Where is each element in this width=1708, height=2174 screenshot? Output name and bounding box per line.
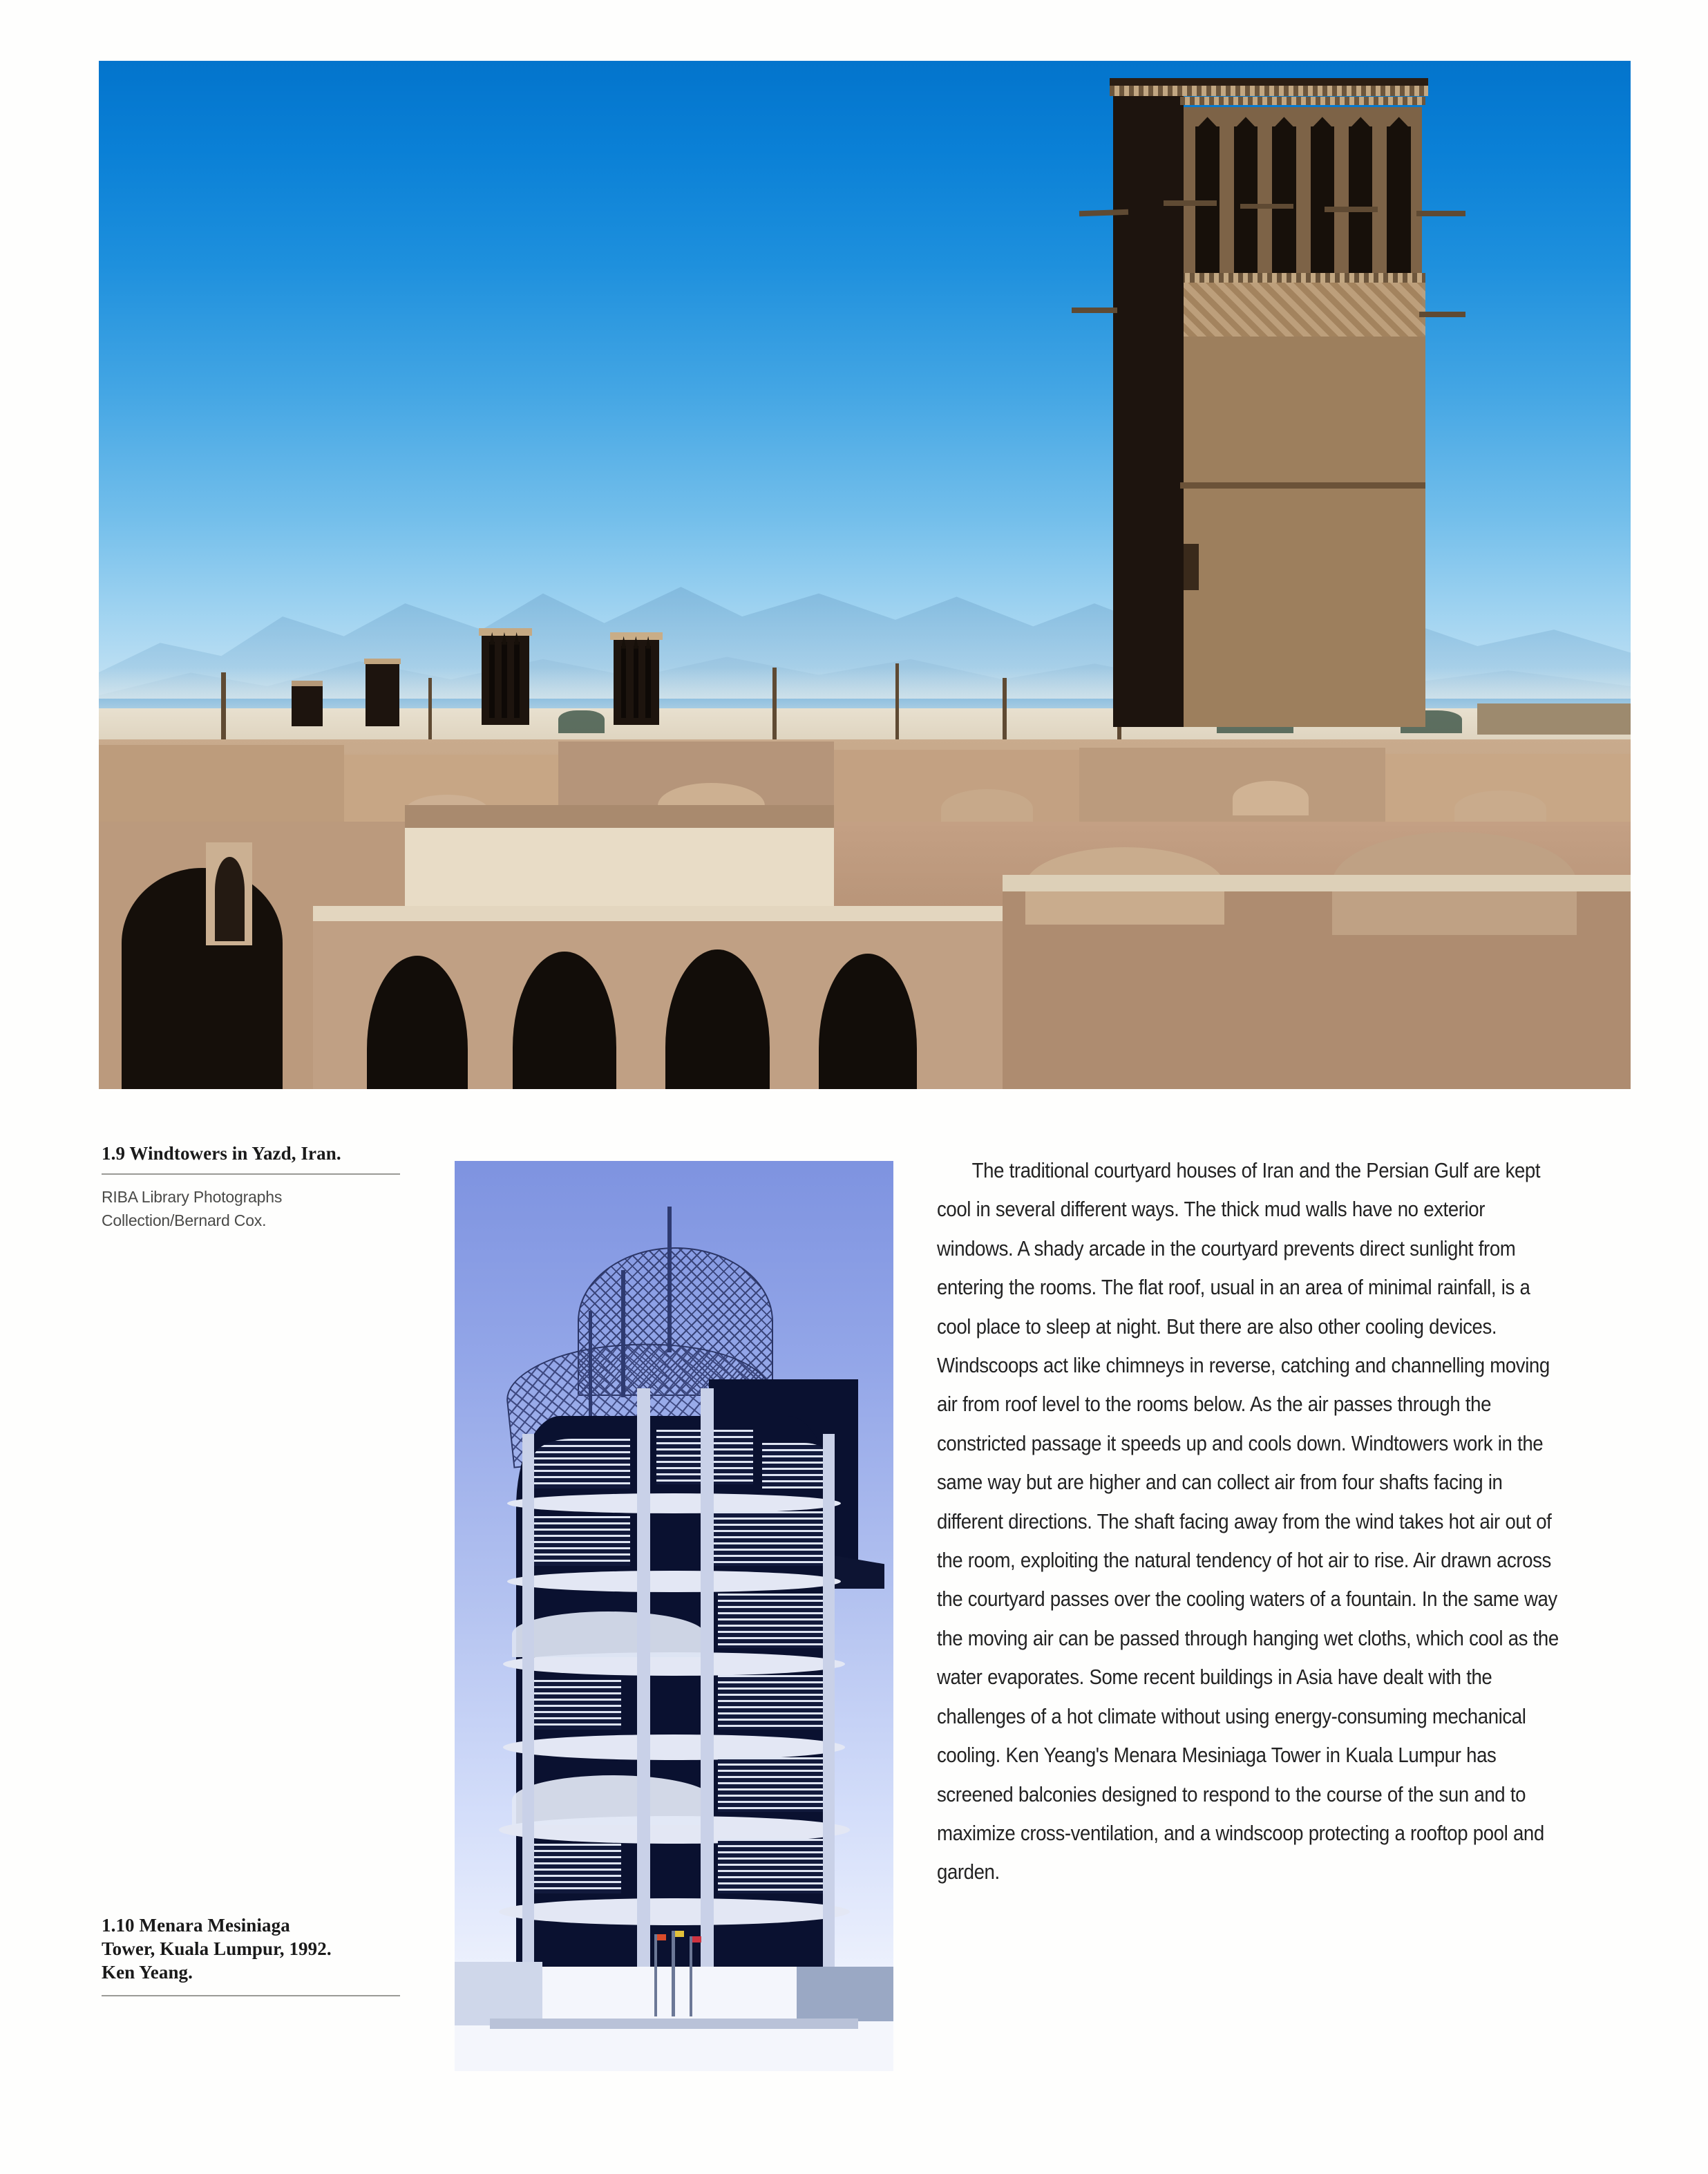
body-text-column (937, 1151, 1566, 1892)
windtower-shaft (1180, 337, 1425, 727)
floor-slab (499, 1898, 850, 1926)
podium-building-left (455, 1962, 542, 2025)
sunshade-louvres (533, 1516, 630, 1566)
distant-trees (558, 710, 605, 733)
pointed-arch-niche (122, 868, 283, 1089)
sunshade-louvres (718, 1594, 832, 1648)
caption-credit: RIBA Library Photographs Collection/Bernard Cox. (102, 1187, 283, 1230)
caption-title-line-1: 1.10 Menara Mesiniaga (102, 1915, 290, 1936)
windtower-slot (1272, 126, 1296, 274)
windtower-base-band (1180, 273, 1425, 283)
caption-title-line-2: Tower, Kuala Lumpur, 1992. (102, 1938, 332, 1959)
terrace-sunlit (405, 826, 834, 918)
far-windtower (292, 683, 322, 726)
sunshade-louvres (718, 1839, 832, 1893)
wooden-beam (1325, 207, 1378, 211)
floor-slab (503, 1735, 845, 1760)
caption-divider (102, 1173, 400, 1175)
wooden-beam (1164, 200, 1217, 205)
wooden-beam (1240, 204, 1294, 209)
far-windtower-cap (479, 628, 533, 635)
far-building (1477, 703, 1631, 735)
ground-line (490, 2019, 858, 2030)
floor-slab (507, 1493, 841, 1513)
windtower-cornice (1110, 84, 1428, 95)
windtower-slot (502, 642, 507, 718)
wooden-beam (1419, 312, 1465, 316)
arch-recess (215, 857, 244, 941)
planted-balcony (512, 1775, 714, 1825)
windtower-slot (1311, 126, 1334, 274)
wooden-beam (1416, 211, 1465, 216)
far-windtower-cap (364, 659, 401, 664)
flagpole (672, 1931, 674, 2016)
windtower-diaper-brickwork (1180, 283, 1425, 336)
windtower-slot (1349, 126, 1372, 274)
windtower-cornice-band (1180, 97, 1425, 105)
flag (692, 1936, 701, 1943)
windtower-slot (1387, 126, 1410, 274)
caption-title-line-3: Ken Yeang. (102, 1961, 193, 1983)
wooden-beam (1072, 308, 1118, 312)
windtower-slot (489, 642, 495, 718)
windtower-shadow-base (1113, 267, 1184, 339)
windtower-slot (634, 646, 638, 718)
flagpole (690, 1936, 692, 2016)
sunshade-louvres (533, 1439, 630, 1488)
figure-menara-mesiniaga-photo (455, 1161, 893, 2071)
far-windtower-cap (610, 632, 662, 639)
floor-slab (507, 1571, 841, 1593)
planted-balcony (512, 1611, 705, 1657)
windtower-cap (1110, 78, 1428, 85)
caption-title: 1.9 Windtowers in Yazd, Iran. (102, 1143, 341, 1164)
roof-dome (1233, 781, 1309, 816)
caption-figure-1-10 (102, 1914, 400, 1996)
caption-figure-1-9 (102, 1142, 400, 1233)
mast (772, 668, 777, 750)
flag (675, 1931, 684, 1937)
shaft-opening (1184, 544, 1199, 590)
parapet (405, 805, 834, 828)
windtower-slot (1234, 126, 1258, 274)
sunshade-louvres (718, 1675, 832, 1730)
roof-edge-highlight (1003, 875, 1631, 891)
sunshade-louvres (533, 1844, 621, 1893)
mast (895, 663, 900, 750)
roof-mast (667, 1207, 672, 1352)
roof-mast (621, 1270, 625, 1397)
windtower-slot (514, 642, 520, 718)
sunshade-louvres (533, 1680, 621, 1730)
sunshade-louvres (762, 1443, 833, 1488)
arcade-cornice (313, 906, 1003, 921)
podium-building-right (797, 1967, 893, 2021)
flag (657, 1934, 666, 1940)
far-windtower (366, 661, 399, 726)
sunshade-louvres (718, 1757, 832, 1812)
roof-mast (589, 1311, 593, 1420)
far-windtower-cap (292, 681, 322, 686)
windtower-slot (645, 646, 650, 718)
body-paragraph: The traditional courtyard houses of Iran and the Persian Gulf are kept cool in several different ways. The thick mud walls have no exterior windows. A shady arcade in the courtyard prevents direct sunlight from entering the rooms. The flat roof, usual in an area of minimal rainfall, is a cool place to sleep at night. But there are also other cooling devices. Windscoops act like chimneys in reverse, catching and channelling moving air from roof level to the rooms below. As the air passes through the constricted passage it speeds up and cools down. Windtowers work in the same way but are higher and can collect air from four shafts facing in different directions. The shaft facing away from the wind takes hot air out of the room, exploiting the natural tendency of hot air to rise. Air drawn across the courtyard passes over the cooling waters of a fountain. In the same way the moving air can be passed through hanging wet cloths, which cool as the water evaporates. Some recent buildings in Asia have dealt with the challenges of a hot climate without using energy-consuming mechanical cooling. Ken Yeang's Menara Mesiniaga Tower in Kuala Lumpur has screened balconies designed to respond to the course of the sun and to maximize cross-ventilation, and a windscoop protecting a rooftop pool and garden. (937, 1159, 1559, 1884)
caption-divider (102, 1995, 400, 1996)
flagpole (654, 1934, 657, 2016)
shaft-joint (1180, 482, 1425, 489)
sunshade-louvres (709, 1511, 832, 1566)
figure-windtowers-yazd-photo (99, 61, 1631, 1089)
windtower-shaft-shadow (1113, 337, 1184, 727)
windtower-slot (621, 646, 626, 718)
